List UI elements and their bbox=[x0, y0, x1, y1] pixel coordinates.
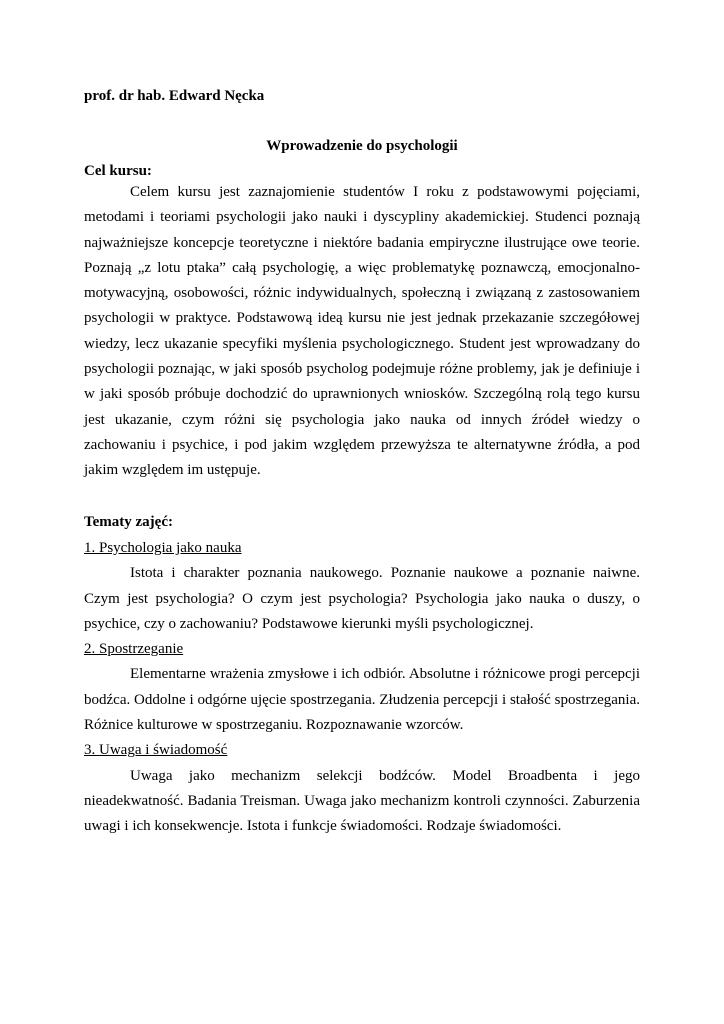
topics-heading: Tematy zajęć: bbox=[84, 514, 173, 530]
course-goal-paragraph: Celem kursu jest zaznajomienie studentów I roku z podstawowymi pojęciami, metodami i teoriami psychologii jako nauki i dyscypliny akademickiej. Studenci poznają najważniejsze koncepcje teoretyczne i niektóre badania empiryczne ilustrujące owe teorie. Poznają „z lotu ptaka” całą psychologię, a więc problematykę poznawczą, emocjonalno-motywacyjną, osobowości, różnic indywidualnych, społeczną i związaną z zastosowaniem psychologii w praktyce. Podstawową ideą kursu nie jest jednak przekazanie szczegółowej wiedzy, lecz ukazanie specyfiki myślenia psychologicznego. Student jest wprowadzany do psychologii poznając, w jaki sposób psycholog podejmuje różne problemy, jak je definiuje i w jaki sposób próbuje dochodzić do uprawnionych wniosków. Szczególną rolą tego kursu jest ukazanie, czym różni się psychologia jako nauka od innych źródeł wiedzy o zachowaniu i psychice, i pod jakim względem przewyższa te alternatywne źródła, a pod jakim względem im ustępuje. bbox=[84, 184, 640, 479]
topic-title: 2. Spostrzeganie bbox=[84, 641, 184, 658]
course-goal-heading: Cel kursu: bbox=[84, 163, 152, 179]
topics-list bbox=[84, 536, 640, 840]
topic-item bbox=[84, 536, 640, 637]
topic-title: 3. Uwaga i świadomość bbox=[84, 742, 228, 759]
topic-description: Elementarne wrażenia zmysłowe i ich odbiór. Absolutne i różnicowe progi percepcji bodźca. Oddolne i odgórne ujęcie spostrzegania. Złudzenia percepcji i stałość spostrzegania. Różnice kulturowe w spostrzeganiu. Rozpoznawanie wzorców. bbox=[84, 666, 640, 734]
topic-description: Uwaga jako mechanizm selekcji bodźców. Model Broadbenta i jego nieadekwatność. Badania Treisman. Uwaga jako mechanizm kontroli czynności. Zaburzenia uwagi i ich konsekwencje. Istota i funkcje świadomości. Rodzaje świadomości. bbox=[84, 767, 640, 835]
topic-title: 1. Psychologia jako nauka bbox=[84, 540, 242, 556]
topic-item bbox=[84, 738, 640, 839]
document-title: Wprowadzenie do psychologii bbox=[266, 138, 458, 154]
topic-description: Istota i charakter poznania naukowego. Poznanie naukowe a poznanie naiwne. Czym jest psychologia? O czym jest psychologia? Psychologia jako nauka o duszy, o psychice, czy o zachowaniu? Podstawowe kierunki myśli psychologicznej. bbox=[84, 565, 640, 632]
topic-item bbox=[84, 637, 640, 738]
author-name: prof. dr hab. Edward Nęcka bbox=[84, 88, 265, 104]
